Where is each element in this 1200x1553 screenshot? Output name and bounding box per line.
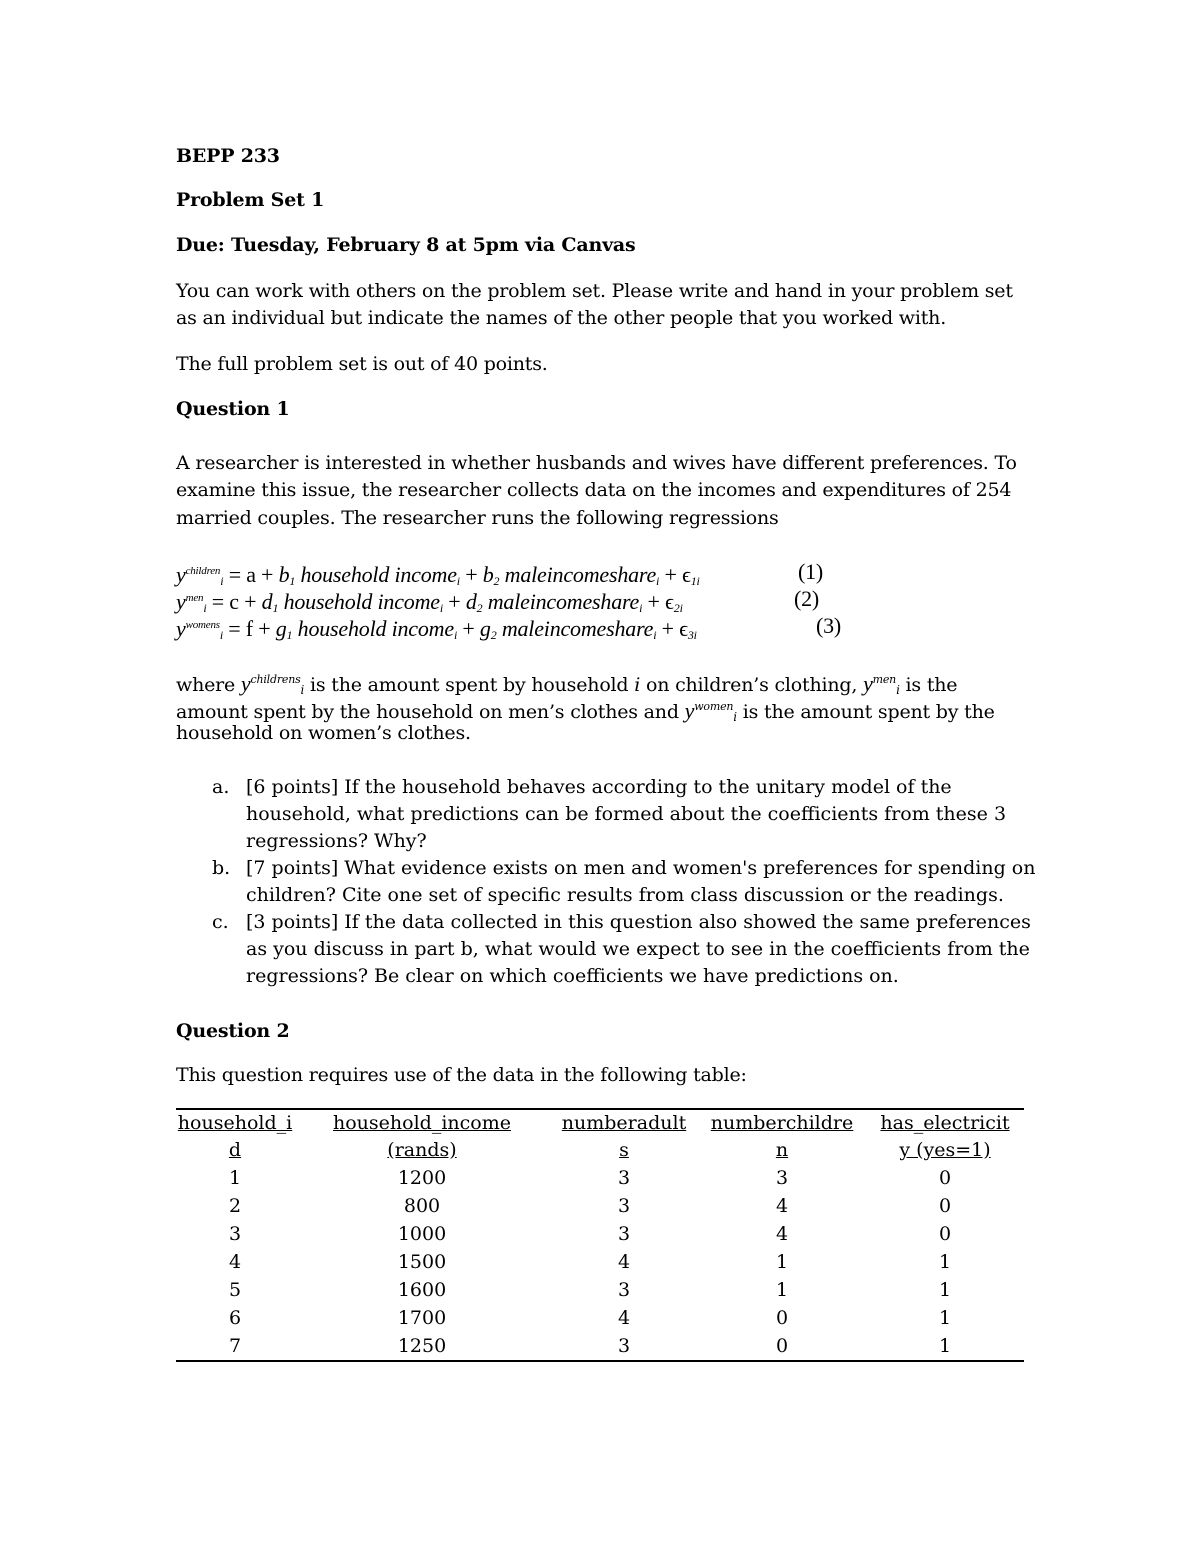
table-row: 5 1600 3 1 1 — [228, 1279, 952, 1301]
q1-para-line-2: examine this issue, the researcher collects data on the incomes and expenditures of 254 — [176, 479, 1012, 501]
equation-1: $y^{children}_i = a + b_1$ household income$_i$ + $b_2$ maleincomeshare$_i$ + $\epsilon_{1i}$ (1) — [176, 559, 824, 588]
col-header-household-id: household_i d — [177, 1112, 293, 1161]
equation-2: $y^{men}_i = c + d_1$ household income$_i$ + $d_2$ maleincomeshare$_i$ + $\epsilon_{2i}$ (2) — [176, 586, 820, 615]
question-1-heading: Question 1 — [176, 398, 290, 420]
table-row: 4 1500 4 1 1 — [228, 1251, 952, 1273]
where-line-2: amount spent by the household on men’s clothes and $y^{women}_i$ is the amount spent by the — [176, 698, 995, 724]
where-line-3: household on women’s clothes. — [176, 722, 471, 744]
intro-line-1: You can work with others on the problem set. Please write and hand in your problem set — [176, 280, 1013, 302]
col-header-numberadults: numberadult s — [561, 1112, 687, 1161]
table-row: 2 800 3 4 0 — [228, 1195, 952, 1217]
table-row: 3 1000 3 4 0 — [228, 1223, 952, 1245]
equation-3: $y^{womens}_i = f + g_1$ household income$_i$ + $g_2$ maleincomeshare$_i$ + $\epsilon_{3i}$ (3) — [176, 613, 842, 642]
points-note: The full problem set is out of 40 points. — [176, 353, 548, 375]
q1-para-line-3: married couples. The researcher runs the following regressions — [176, 507, 779, 529]
col-header-household-income: household_income (rands) — [333, 1112, 511, 1161]
intro-line-2: as an individual but indicate the names of the other people that you worked with. — [176, 307, 947, 329]
due-date: Due: Tuesday, February 8 at 5pm via Canvas — [176, 234, 636, 256]
where-line-1: where $y^{childrens}_i$ is the amount spent by household i on children’s clothing, $y^{men}_i$ is the — [176, 671, 958, 697]
col-header-has-electricity: has_electricit y (yes=1) — [880, 1112, 1010, 1161]
course-code: BEPP 233 — [176, 145, 280, 167]
table-row: 1 1200 3 3 0 — [228, 1167, 952, 1189]
table-row: 6 1700 4 0 1 — [228, 1307, 952, 1329]
q1-para-line-1: A researcher is interested in whether husbands and wives have different preferences. To — [176, 452, 1017, 474]
table-header-row — [176, 1109, 1024, 1164]
table-row: 7 1250 3 0 1 — [176, 1332, 1024, 1361]
problem-set-title: Problem Set 1 — [176, 189, 325, 211]
q2-intro: This question requires use of the data in the following table: — [176, 1064, 747, 1086]
household-data-table — [176, 1108, 1024, 1362]
document-page: BEPP 233 Problem Set 1 Due: Tuesday, February 8 at 5pm via Canvas You can work with others on the problem set. Please write and hand in your problem set as an individual but indicate the names of the other people that you worked with. The full problem set is out of 40 points. Question 1 A researcher is interested in whether husbands and wives have different preferences. To examine this issue, the researcher collects data on the incomes and expenditures of 254 married couples. The researcher runs the following regressions $y^{children}_i = a + b_1$ household income$_i$ + $b_2$ maleincomeshare$_i$ + $\epsilon_{1i}$ (1) $y^{men}_i = c + d_1$ household income$_i$ + $d_2$ maleincomeshare$_i$ + $\epsilon_{2i}$ (2) $y^{womens}_i = f + g_1$ household income$_i$ + $g_2$ maleincomeshare$_i$ + $\epsilon_{3i}$ (3) where $y^{childrens}_i$ is the amount spent by household i on children’s clothing, $y^{men}_i$ is the amount spent by the household on men’s clothes and $y^{women}_i$ is the amount spent by the household on women’s clothes. a. [6 points] If the household behaves according to the unitary model of the household, what predictions can be formed about the coefficients from these 3 regressions? Why? b. [7 points] What evidence exists on men and women's preferences for spending on children? Cite one set of specific results from class discussion or the readings. c. [3 points] If the data collected in this question also showed the same preferences as you discuss in part b, what would we expect to see in the coefficients from the regressions? Be clear on which coefficients we have predictions on. Question 2 This question requires use of the data in the following table: household_i d household_income (rands) numberadult s numberchildre n has_electricit y (yes=1) 1 1200 3 3 0 2 800 3 4 0 3 1000 3 4 0 4 1500 4 1 1 5 1600 3 1 1 6 1700 4 0 1 7 1250 3 0 1 — [0, 0, 1200, 1553]
question-2-heading: Question 2 — [176, 1020, 290, 1042]
col-header-numberchildren: numberchildre n — [710, 1112, 854, 1161]
